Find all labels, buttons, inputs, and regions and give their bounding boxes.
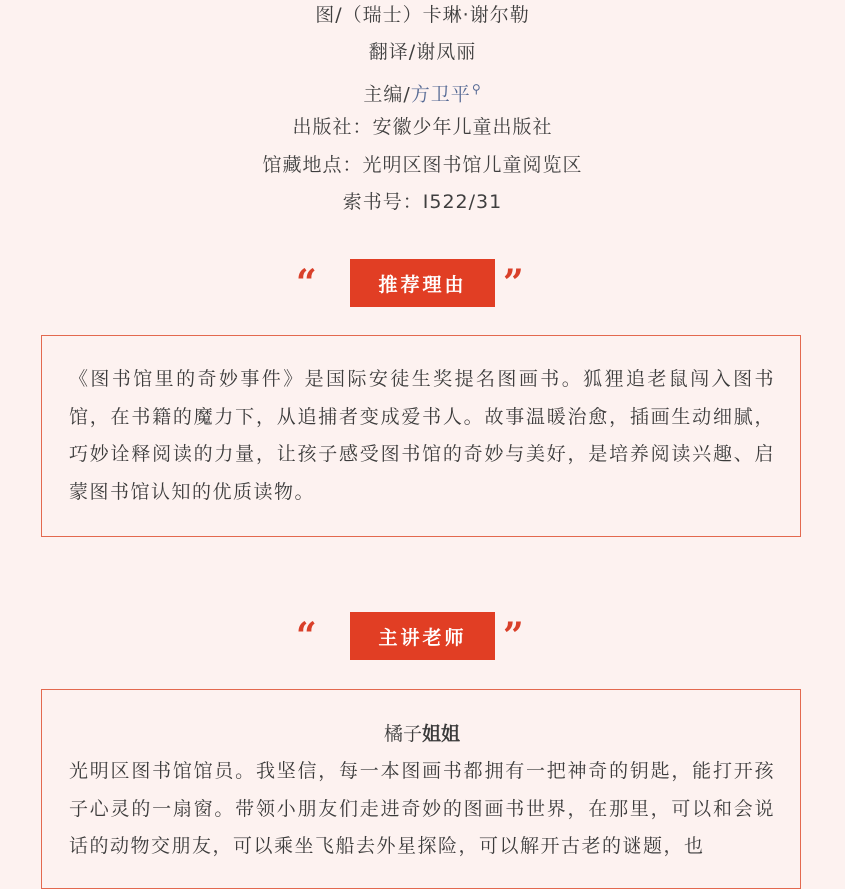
close-quote-icon: ” [503,615,524,657]
recommend-header [0,259,845,307]
teacher-card [41,689,801,889]
book-author: 图/（瑞士）卡琳·谢尔勒 [315,4,530,26]
teacher-header [0,612,845,660]
recommend-title: 推荐理由 [350,259,495,307]
recommend-body: 《图书馆里的奇妙事件》是国际安徒生奖提名图画书。狐狸追老鼠闯入图书馆，在书籍的魔力下，从追捕者变成爱书人。故事温暖治愈，插画生动细腻，巧妙诠释阅读的力量，让孩子感受图书馆的奇妙与美好，是培养阅读兴趣、启蒙图书馆认知的优质读物。 [69,368,775,503]
editor-prefix: 主编/ [363,83,411,106]
book-location: 馆藏地点：光明区图书馆儿童阅览区 [262,154,583,176]
search-icon[interactable]: ⚲ [471,82,482,96]
book-call-number: 索书号：I522/31 [342,191,503,213]
teacher-name-regular: 橘子 [383,723,422,745]
teacher-name [69,716,775,753]
teacher-body: 光明区图书馆馆员。我坚信，每一本图画书都拥有一把神奇的钥匙，能打开孩子心灵的一扇窗。带领小朋友们走进奇妙的图画书世界，在那里，可以和会说话的动物交朋友，可以乘坐飞船去外星探险，可以解开古老的谜题，也 [69,760,775,857]
teacher-title: 主讲老师 [350,612,495,660]
editor-name-link[interactable]: 方卫平 [410,83,471,106]
book-translator: 翻译/谢凤丽 [368,41,477,63]
book-editor [0,77,845,106]
close-quote-icon: ” [503,262,524,304]
book-publisher: 出版社：安徽少年儿童出版社 [292,116,553,138]
recommend-card [41,335,801,537]
teacher-name-bold: 姐姐 [422,723,461,745]
open-quote-icon: “ [296,262,317,304]
open-quote-icon: “ [296,615,317,657]
